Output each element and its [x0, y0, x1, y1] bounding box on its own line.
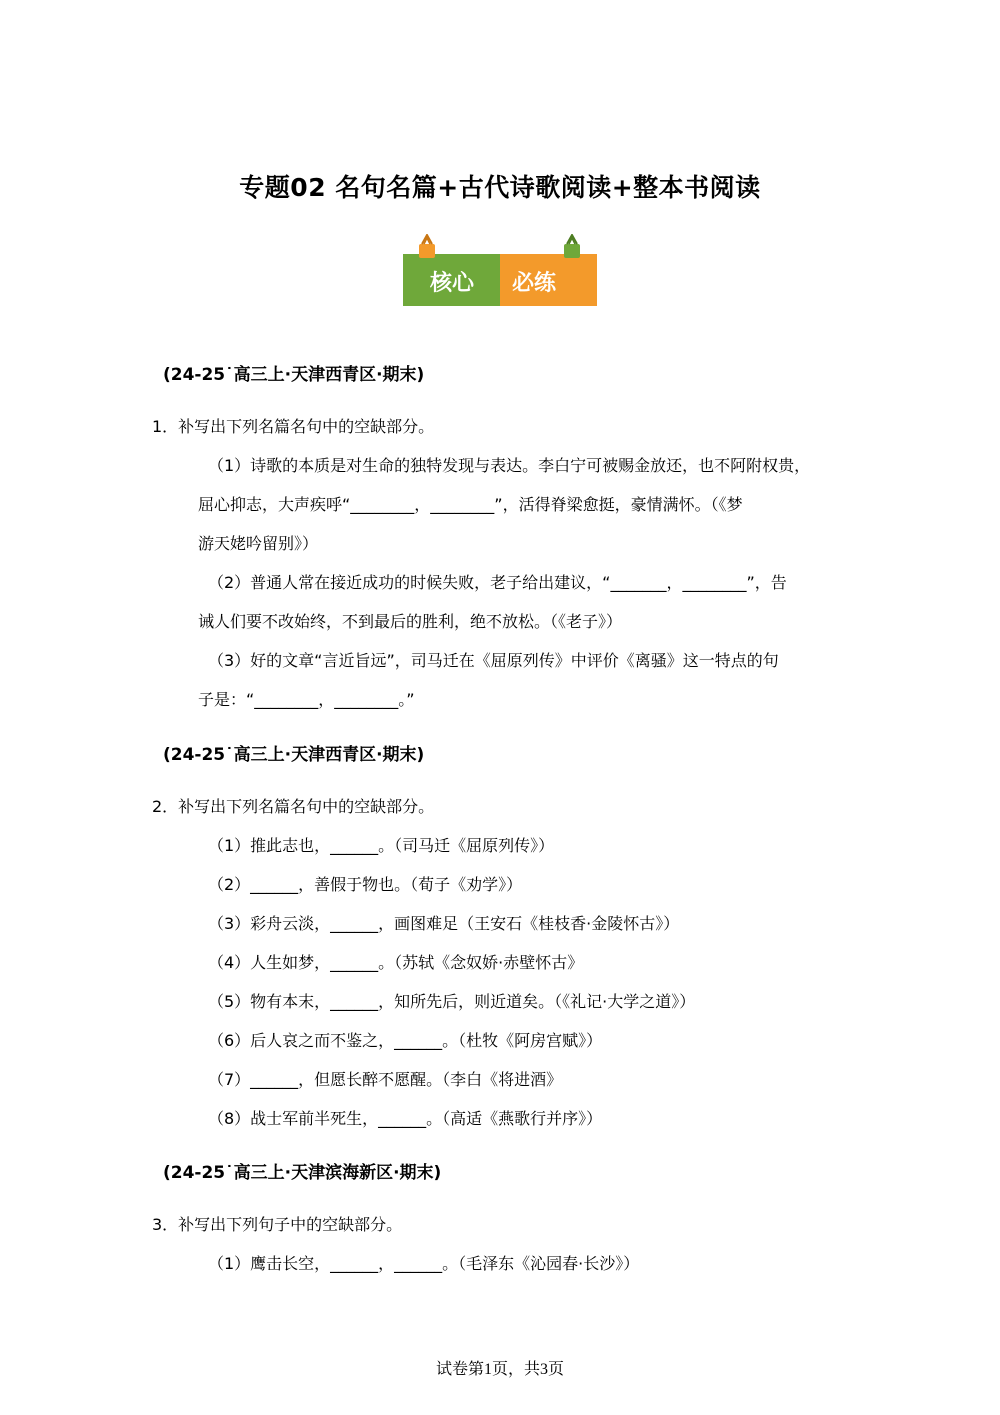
question-1-stem: 1．补写出下列名篇名句中的空缺部分。	[152, 417, 435, 436]
section-source-1: (24-25˙高三上·天津西青区·期末)	[163, 365, 425, 385]
badge-graphic	[402, 234, 598, 306]
q1-line: 诫人们要不改始终，不到最后的胜利，绝不放松。（《老子》）	[198, 612, 623, 631]
q1-line: （2）普通人常在接近成功的时候失败，老子给出建议，“_______，________”，告	[208, 573, 787, 592]
q1-line: 子是：“________，________。”	[198, 690, 415, 709]
q2-item: （3）彩舟云淡，______，画图难足（王安石《桂枝香·金陵怀古》）	[208, 914, 680, 933]
page-footer: 试卷第1页，共3页	[435, 1361, 564, 1378]
q2-item: （7）______，但愿长醉不愿醒。（李白《将进酒》	[208, 1070, 563, 1089]
page-title: 专题02 名句名篇+古代诗歌阅读+整本书阅读	[239, 173, 761, 202]
q2-item: （4）人生如梦，______。（苏轼《念奴娇·赤壁怀古》	[208, 953, 584, 972]
core-practice-badge	[402, 234, 598, 306]
q2-item: （2）______，善假于物也。（荀子《劝学》）	[208, 875, 523, 894]
q3-item: （1）鹰击长空，______，______。（毛泽东《沁园春·长沙》）	[208, 1254, 640, 1273]
badge-right-text: 必练	[511, 271, 557, 296]
orange-clip-icon	[419, 235, 435, 258]
q1-line: 屈心抑志，大声疾呼“________，________”，活得脊梁愈挺，豪情满怀。（《梦	[198, 495, 743, 514]
q2-item: （5）物有本末，______，知所先后，则近道矣。（《礼记·大学之道》）	[208, 992, 696, 1011]
question-2-stem: 2．补写出下列名篇名句中的空缺部分。	[152, 797, 435, 816]
section-source-2: (24-25˙高三上·天津西青区·期末)	[163, 745, 425, 765]
q1-line: 游天姥吟留别》）	[198, 534, 319, 553]
badge-left-text: 核心	[429, 271, 475, 296]
question-3-stem: 3．补写出下列句子中的空缺部分。	[152, 1215, 403, 1234]
q1-line: （1）诗歌的本质是对生命的独特发现与表达。李白宁可被赐金放还，也不阿附权贵，	[208, 456, 811, 475]
green-clip-icon	[564, 235, 580, 258]
section-source-3: (24-25˙高三上·天津滨海新区·期末)	[163, 1163, 442, 1183]
q2-item: （8）战士军前半死生，______。（高适《燕歌行并序》）	[208, 1109, 603, 1128]
q2-item: （1）推此志也，______。（司马迁《屈原列传》）	[208, 836, 555, 855]
q2-item: （6）后人哀之而不鉴之，______。（杜牧《阿房宫赋》）	[208, 1031, 603, 1050]
q1-line: （3）好的文章“言近旨远”，司马迁在《屈原列传》中评价《离骚》这一特点的句	[208, 651, 779, 670]
